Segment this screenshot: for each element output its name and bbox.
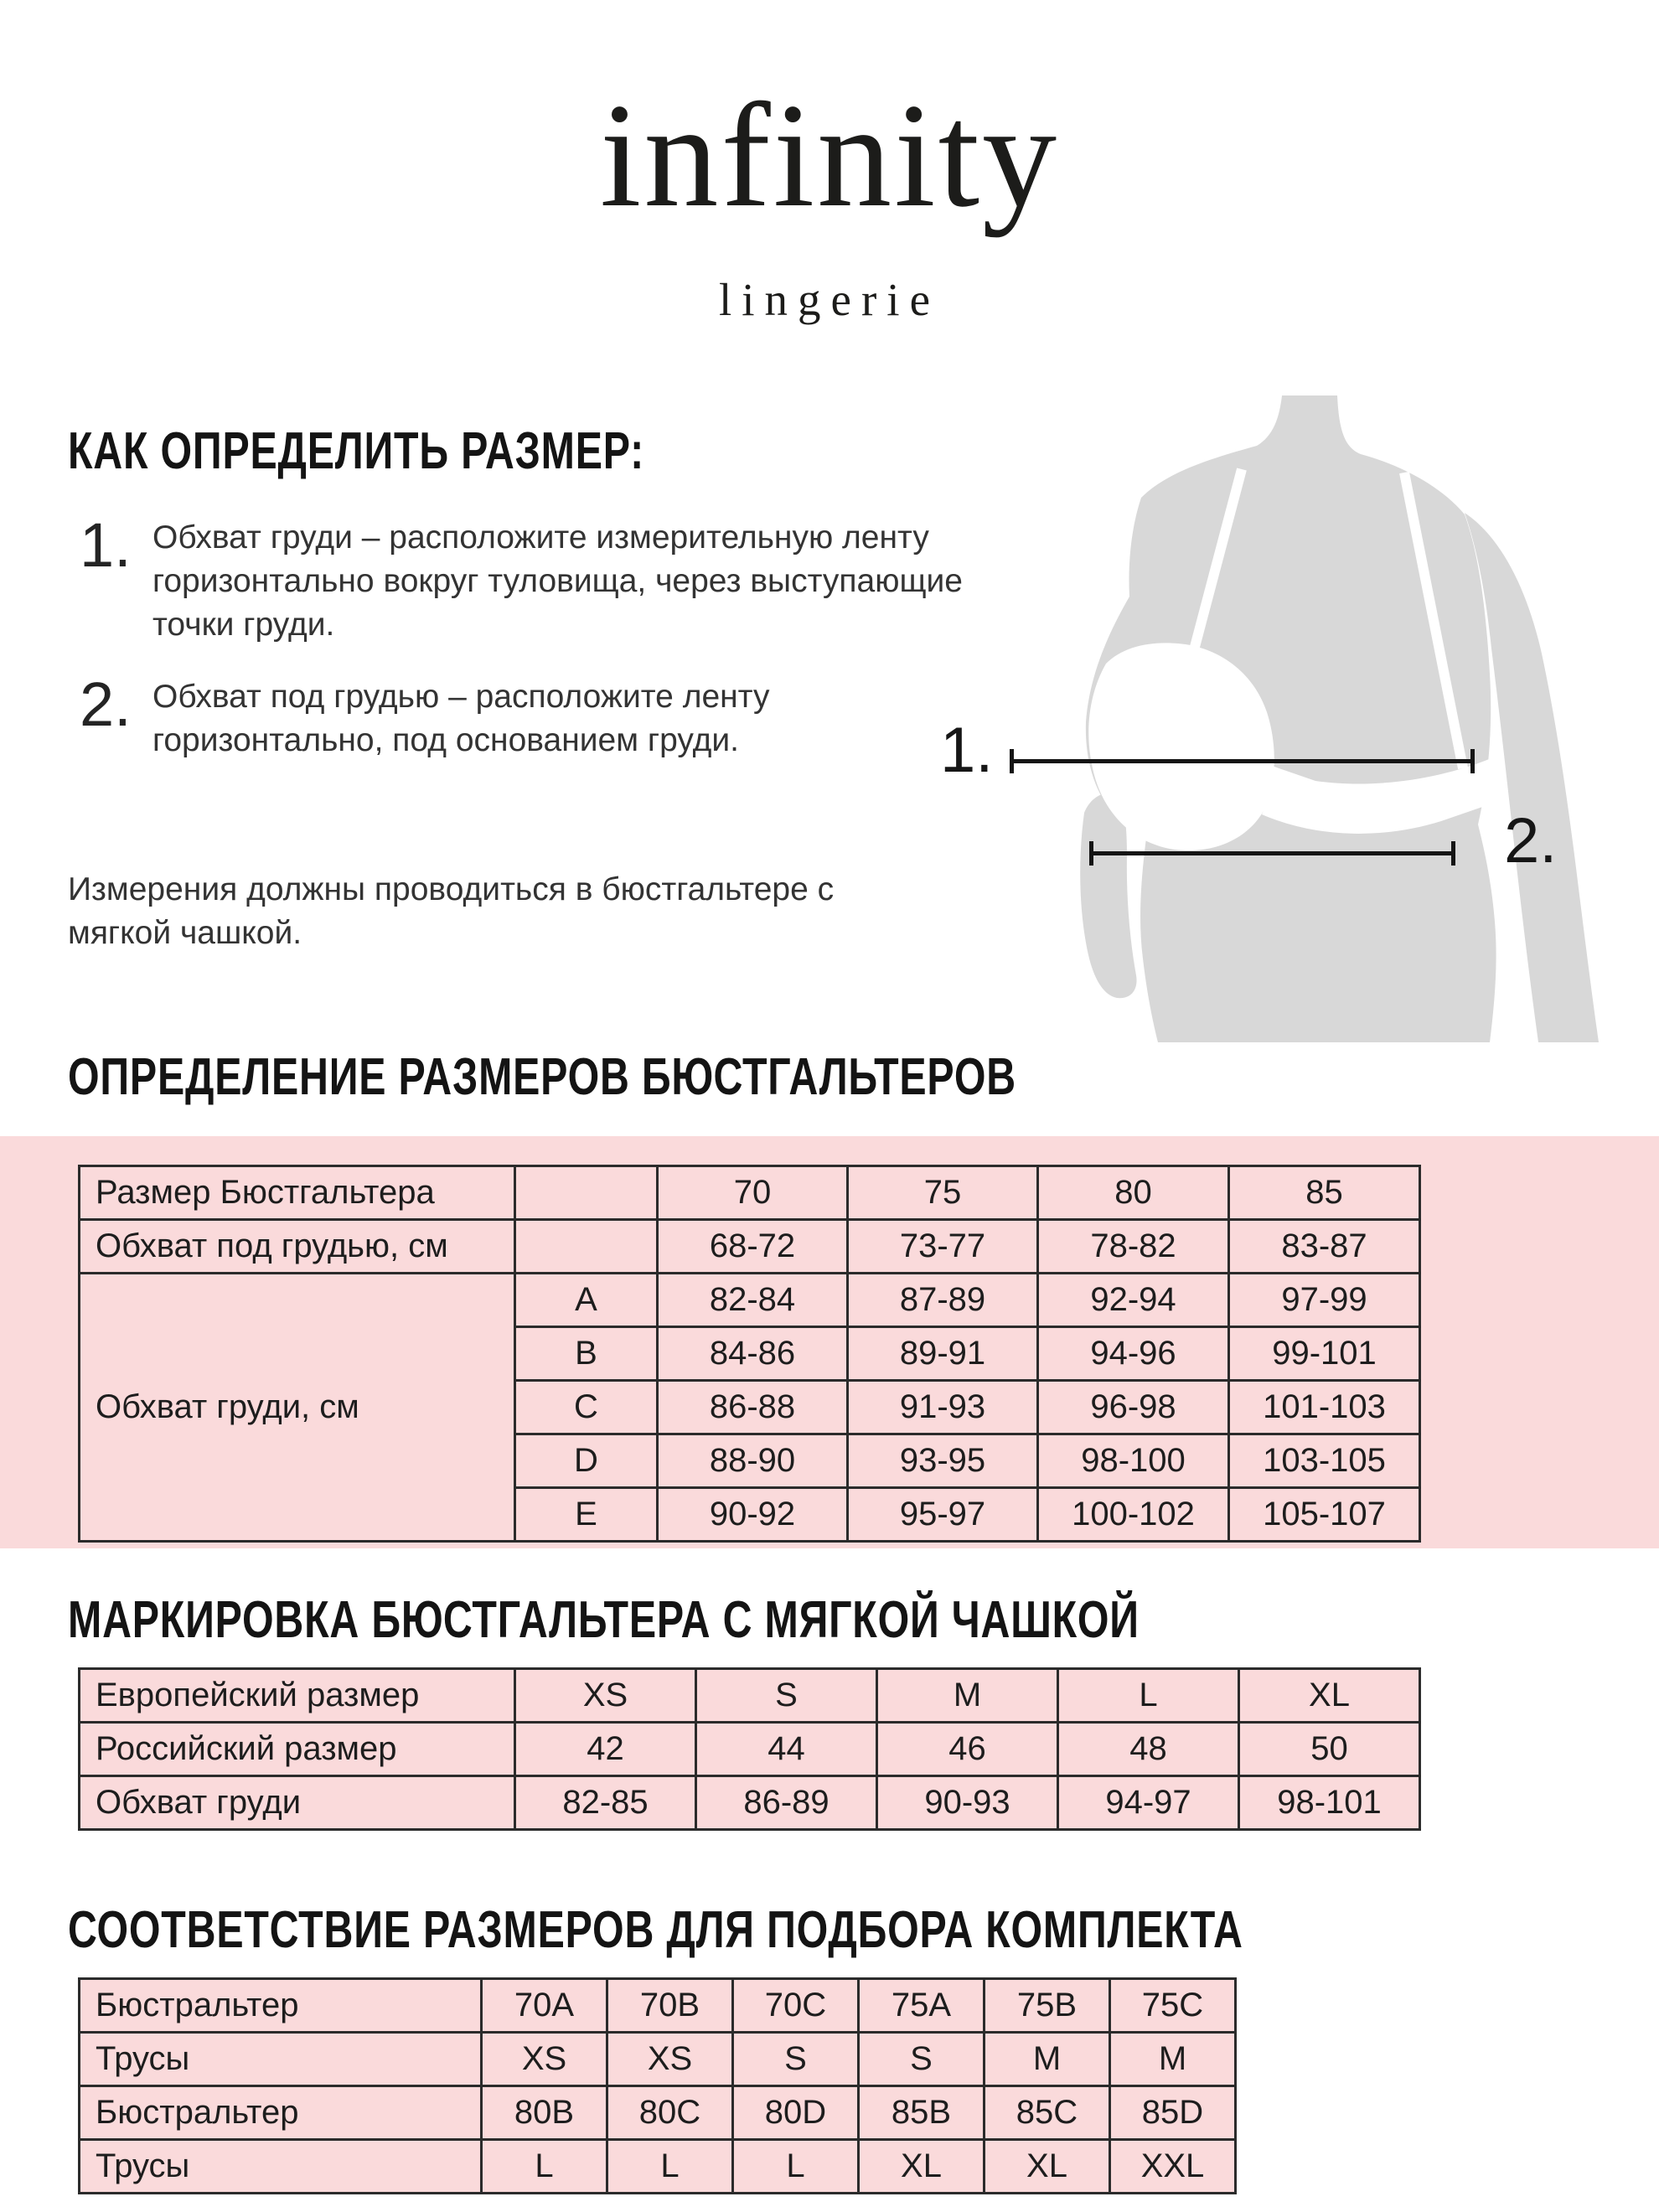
- value-cell: 44: [696, 1723, 877, 1776]
- value-cell: 97-99: [1229, 1274, 1420, 1327]
- table-row: [80, 1274, 1420, 1327]
- table-row: [80, 2086, 1236, 2140]
- value-cell: 80B: [482, 2086, 607, 2140]
- measurement-note: Измерения должны проводиться в бюстгальтере с мягкой чашкой.: [68, 871, 835, 951]
- value-cell: 70A: [482, 1979, 607, 2033]
- step-2-number: 2.: [80, 669, 132, 739]
- value-cell: XS: [515, 1669, 696, 1723]
- soft-cup-table: [78, 1667, 1421, 1831]
- value-cell: XL: [859, 2140, 985, 2194]
- table-row: [80, 1979, 1236, 2033]
- value-cell: 90-93: [877, 1776, 1058, 1830]
- value-cell: 86-89: [696, 1776, 877, 1830]
- value-cell: XS: [607, 2033, 733, 2086]
- step-2-text: Обхват под грудью – расположите ленту горизонтально, под основанием груди.: [152, 679, 770, 758]
- table-row: [80, 1723, 1420, 1776]
- how-to-heading: КАК ОПРЕДЕЛИТЬ РАЗМЕР:: [68, 422, 645, 480]
- table-row: [80, 1776, 1420, 1830]
- value-cell: 70B: [607, 1979, 733, 2033]
- step-1-text: Обхват груди – расположите измерительную ленту горизонтально вокруг туловища, через выступающие точки груди.: [152, 519, 964, 643]
- value-cell: 105-107: [1229, 1488, 1420, 1542]
- value-cell: 87-89: [848, 1274, 1038, 1327]
- value-cell: 86-88: [658, 1381, 848, 1434]
- soft-cup-heading: МАРКИРОВКА БЮСТГАЛЬТЕРА С МЯГКОЙ ЧАШКОЙ: [68, 1591, 1140, 1649]
- value-cell: E: [515, 1488, 658, 1542]
- value-cell: 94-96: [1038, 1327, 1229, 1381]
- set-match-heading: СООТВЕТСТВИЕ РАЗМЕРОВ ДЛЯ ПОДБОРА КОМПЛЕКТА: [68, 1901, 1243, 1959]
- value-cell: L: [482, 2140, 607, 2194]
- diagram-label-1: 1.: [940, 715, 994, 786]
- value-cell: XL: [1239, 1669, 1420, 1723]
- value-cell: 75B: [985, 1979, 1110, 2033]
- value-cell: 50: [1239, 1723, 1420, 1776]
- row-label-cell: Размер Бюстгальтера: [80, 1166, 515, 1220]
- table-row: [80, 1220, 1420, 1274]
- value-cell: 80C: [607, 2086, 733, 2140]
- value-cell: L: [607, 2140, 733, 2194]
- table-row: [80, 1669, 1420, 1723]
- value-cell: 73-77: [848, 1220, 1038, 1274]
- row-label-cell: Трусы: [80, 2033, 482, 2086]
- torso-illustration: [1031, 395, 1625, 1042]
- value-cell: 85: [1229, 1166, 1420, 1220]
- value-cell: S: [733, 2033, 859, 2086]
- value-cell: 99-101: [1229, 1327, 1420, 1381]
- diagram-label-2: 2.: [1504, 805, 1558, 876]
- value-cell: 90-92: [658, 1488, 848, 1542]
- value-cell: M: [1110, 2033, 1236, 2086]
- value-cell: M: [985, 2033, 1110, 2086]
- row-label-cell: Обхват груди: [80, 1776, 515, 1830]
- row-label-cell: Российский размер: [80, 1723, 515, 1776]
- value-cell: 85C: [985, 2086, 1110, 2140]
- value-cell: XL: [985, 2140, 1110, 2194]
- value-cell: S: [859, 2033, 985, 2086]
- value-cell: 82-84: [658, 1274, 848, 1327]
- value-cell: XXL: [1110, 2140, 1236, 2194]
- value-cell: 75A: [859, 1979, 985, 2033]
- value-cell: 83-87: [1229, 1220, 1420, 1274]
- brand-tagline: lingerie: [719, 274, 940, 325]
- row-label-cell: Европейский размер: [80, 1669, 515, 1723]
- value-cell: 78-82: [1038, 1220, 1229, 1274]
- value-cell: [515, 1220, 658, 1274]
- value-cell: 84-86: [658, 1327, 848, 1381]
- value-cell: 70: [658, 1166, 848, 1220]
- value-cell: 88-90: [658, 1434, 848, 1488]
- value-cell: 80D: [733, 2086, 859, 2140]
- step-1-number: 1.: [80, 510, 132, 580]
- value-cell: 95-97: [848, 1488, 1038, 1542]
- value-cell: B: [515, 1327, 658, 1381]
- value-cell: 48: [1058, 1723, 1239, 1776]
- value-cell: 103-105: [1229, 1434, 1420, 1488]
- value-cell: L: [733, 2140, 859, 2194]
- bra-size-table: [78, 1165, 1421, 1543]
- value-cell: 75C: [1110, 1979, 1236, 2033]
- value-cell: S: [696, 1669, 877, 1723]
- value-cell: 100-102: [1038, 1488, 1229, 1542]
- value-cell: 89-91: [848, 1327, 1038, 1381]
- value-cell: 68-72: [658, 1220, 848, 1274]
- table-row: [80, 2140, 1236, 2194]
- value-cell: 91-93: [848, 1381, 1038, 1434]
- value-cell: 98-101: [1239, 1776, 1420, 1830]
- underbust-measure-line: [1089, 851, 1455, 855]
- value-cell: 75: [848, 1166, 1038, 1220]
- value-cell: C: [515, 1381, 658, 1434]
- bust-measure-line: [1010, 759, 1475, 763]
- row-label-cell: Бюстральтер: [80, 1979, 482, 2033]
- brand-logo: infinity: [599, 72, 1060, 238]
- value-cell: D: [515, 1434, 658, 1488]
- set-match-table: [78, 1977, 1237, 2194]
- value-cell: [515, 1166, 658, 1220]
- value-cell: 98-100: [1038, 1434, 1229, 1488]
- value-cell: 93-95: [848, 1434, 1038, 1488]
- value-cell: 46: [877, 1723, 1058, 1776]
- bra-size-heading: ОПРЕДЕЛЕНИЕ РАЗМЕРОВ БЮСТГАЛЬТЕРОВ: [68, 1048, 1016, 1106]
- value-cell: 96-98: [1038, 1381, 1229, 1434]
- value-cell: XS: [482, 2033, 607, 2086]
- row-label-cell: Трусы: [80, 2140, 482, 2194]
- value-cell: 92-94: [1038, 1274, 1229, 1327]
- value-cell: 82-85: [515, 1776, 696, 1830]
- row-label-cell: Бюстральтер: [80, 2086, 482, 2140]
- value-cell: 70C: [733, 1979, 859, 2033]
- table-row: [80, 2033, 1236, 2086]
- table-row: [80, 1166, 1420, 1220]
- value-cell: 85D: [1110, 2086, 1236, 2140]
- value-cell: 94-97: [1058, 1776, 1239, 1830]
- row-label-cell: Обхват под грудью, см: [80, 1220, 515, 1274]
- value-cell: L: [1058, 1669, 1239, 1723]
- value-cell: 42: [515, 1723, 696, 1776]
- value-cell: M: [877, 1669, 1058, 1723]
- value-cell: 101-103: [1229, 1381, 1420, 1434]
- value-cell: 85B: [859, 2086, 985, 2140]
- value-cell: 80: [1038, 1166, 1229, 1220]
- row-label-cell: Обхват груди, см: [80, 1274, 515, 1542]
- value-cell: A: [515, 1274, 658, 1327]
